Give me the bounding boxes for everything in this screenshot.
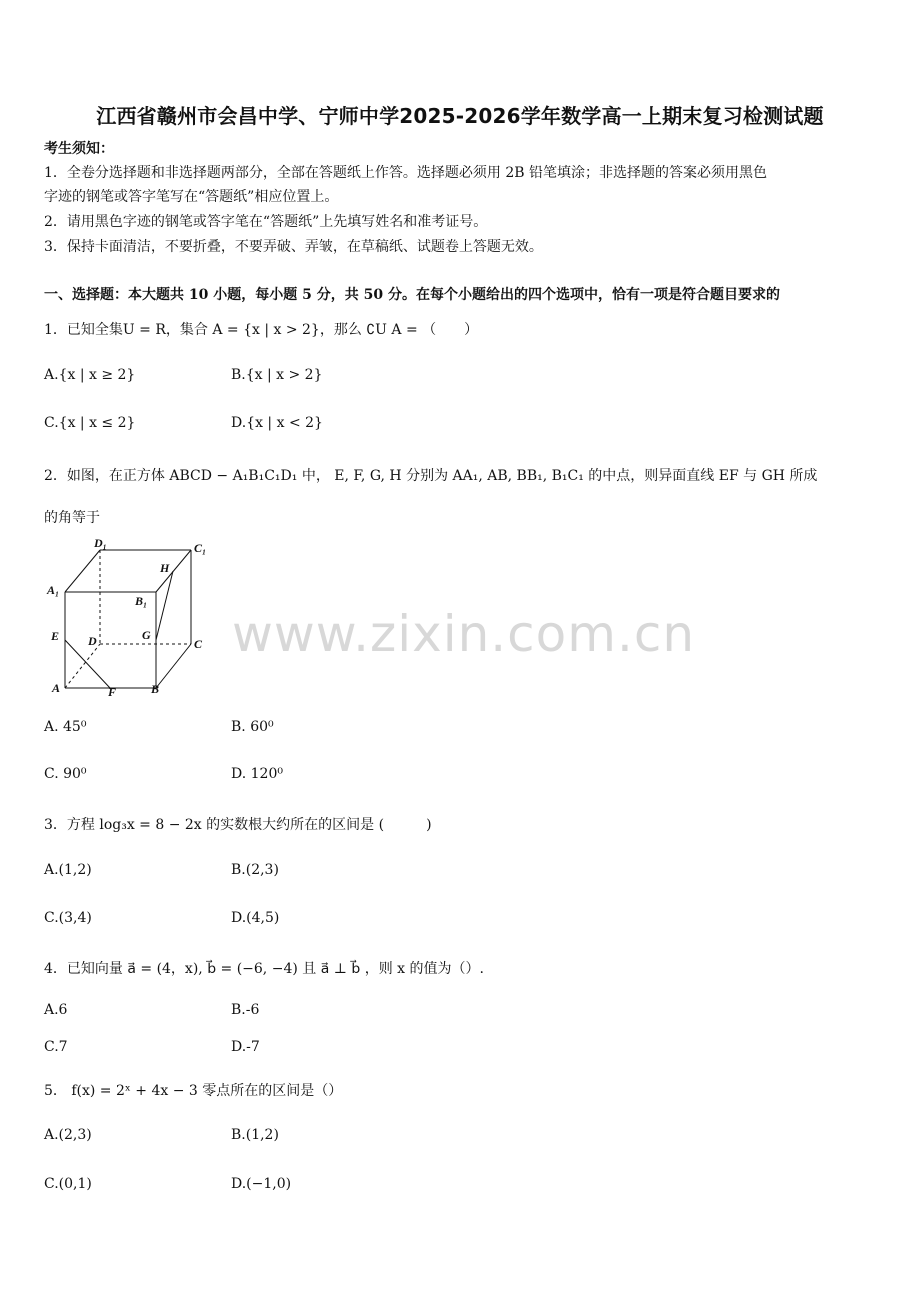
note-line-1b: 字迹的钢笔或答字笔写在“答题纸”相应位置上。	[44, 189, 339, 205]
section-heading: 一、选择题：本大题共 10 小题，每小题 5 分，共 50 分。在每个小题给出的四个选项中，恰有一项是符合题目要求的	[44, 287, 780, 303]
note-line-3: 3．保持卡面清洁，不要折叠，不要弄破、弄皱，在草稿纸、试题卷上答题无效。	[44, 239, 543, 255]
label-c: C	[194, 637, 203, 651]
label-h: H	[160, 561, 170, 575]
label-d1: D₁	[94, 536, 107, 550]
question-3-option-b: B.(2,3)	[231, 862, 279, 878]
note-line-2: 2．请用黑色字迹的钢笔或答字笔在“答题纸”上先填写姓名和准考证号。	[44, 214, 488, 230]
question-4-option-d: D.-7	[231, 1039, 260, 1055]
label-a1: A₁	[47, 583, 60, 597]
label-d: D	[88, 634, 97, 648]
question-4-option-a: A.6	[44, 1002, 68, 1018]
notes-heading: 考生须知：	[44, 141, 114, 157]
label-g: G	[142, 628, 151, 642]
question-2-stem-line-2: 的角等于	[44, 510, 100, 526]
question-4-option-c: C.7	[44, 1039, 68, 1055]
cube-figure	[44, 536, 224, 701]
question-3-option-d: D.(4,5)	[231, 910, 280, 926]
page-title: 江西省赣州市会昌中学、宁师中学2025-2026学年数学高一上期末复习检测试题	[96, 104, 824, 128]
note-line-1a: 1．全卷分选择题和非选择题两部分，全部在答题纸上作答。选择题必须用 2B 铅笔填涂；非选择题的答案必须用黑色	[44, 165, 767, 181]
label-b1: B₁	[135, 594, 148, 608]
watermark: www.zixin.com.cn	[232, 605, 696, 663]
question-1-option-b: B.{x | x > 2}	[231, 367, 323, 383]
question-2-option-a: A. 45⁰	[44, 719, 87, 735]
question-4-option-b: B.-6	[231, 1002, 260, 1018]
question-1-option-d: D.{x | x < 2}	[231, 415, 323, 431]
label-e: E	[51, 629, 60, 643]
question-3-option-a: A.(1,2)	[44, 862, 92, 878]
question-5-stem: 5． f(x) = 2ˣ + 4x − 3 零点所在的区间是（）	[44, 1083, 343, 1099]
question-5-option-b: B.(1,2)	[231, 1127, 279, 1143]
question-3-stem: 3．方程 log₃x = 8 − 2x 的实数根大约所在的区间是 ( )	[44, 817, 432, 833]
label-b: B	[151, 682, 160, 696]
label-a: A	[52, 681, 61, 695]
question-2-option-b: B. 60⁰	[231, 719, 274, 735]
question-2-option-c: C. 90⁰	[44, 766, 87, 782]
question-5-option-d: D.(−1,0)	[231, 1176, 292, 1192]
question-3-option-c: C.(3,4)	[44, 910, 92, 926]
label-f: F	[108, 685, 117, 699]
label-c1: C₁	[194, 541, 207, 555]
question-5-option-a: A.(2,3)	[44, 1127, 92, 1143]
question-4-stem: 4．已知向量 a⃗ = (4，x), b⃗ = (−6, −4) 且 a⃗ ⊥ b⃗ ，则 x 的值为（）.	[44, 961, 484, 977]
question-1-stem: 1．已知全集U = R，集合 A = {x | x > 2}，那么 ∁U A = （ ）	[44, 322, 479, 338]
question-1-option-c: C.{x | x ≤ 2}	[44, 415, 136, 431]
question-1-option-a: A.{x | x ≥ 2}	[44, 367, 136, 383]
question-2-stem-line-1: 2．如图，在正方体 ABCD − A₁B₁C₁D₁ 中， E, F, G, H 分别为 AA₁, AB, BB₁, B₁C₁ 的中点，则异面直线 EF 与 GH 所成	[44, 468, 818, 484]
question-2-option-d: D. 120⁰	[231, 766, 283, 782]
question-5-option-c: C.(0,1)	[44, 1176, 92, 1192]
